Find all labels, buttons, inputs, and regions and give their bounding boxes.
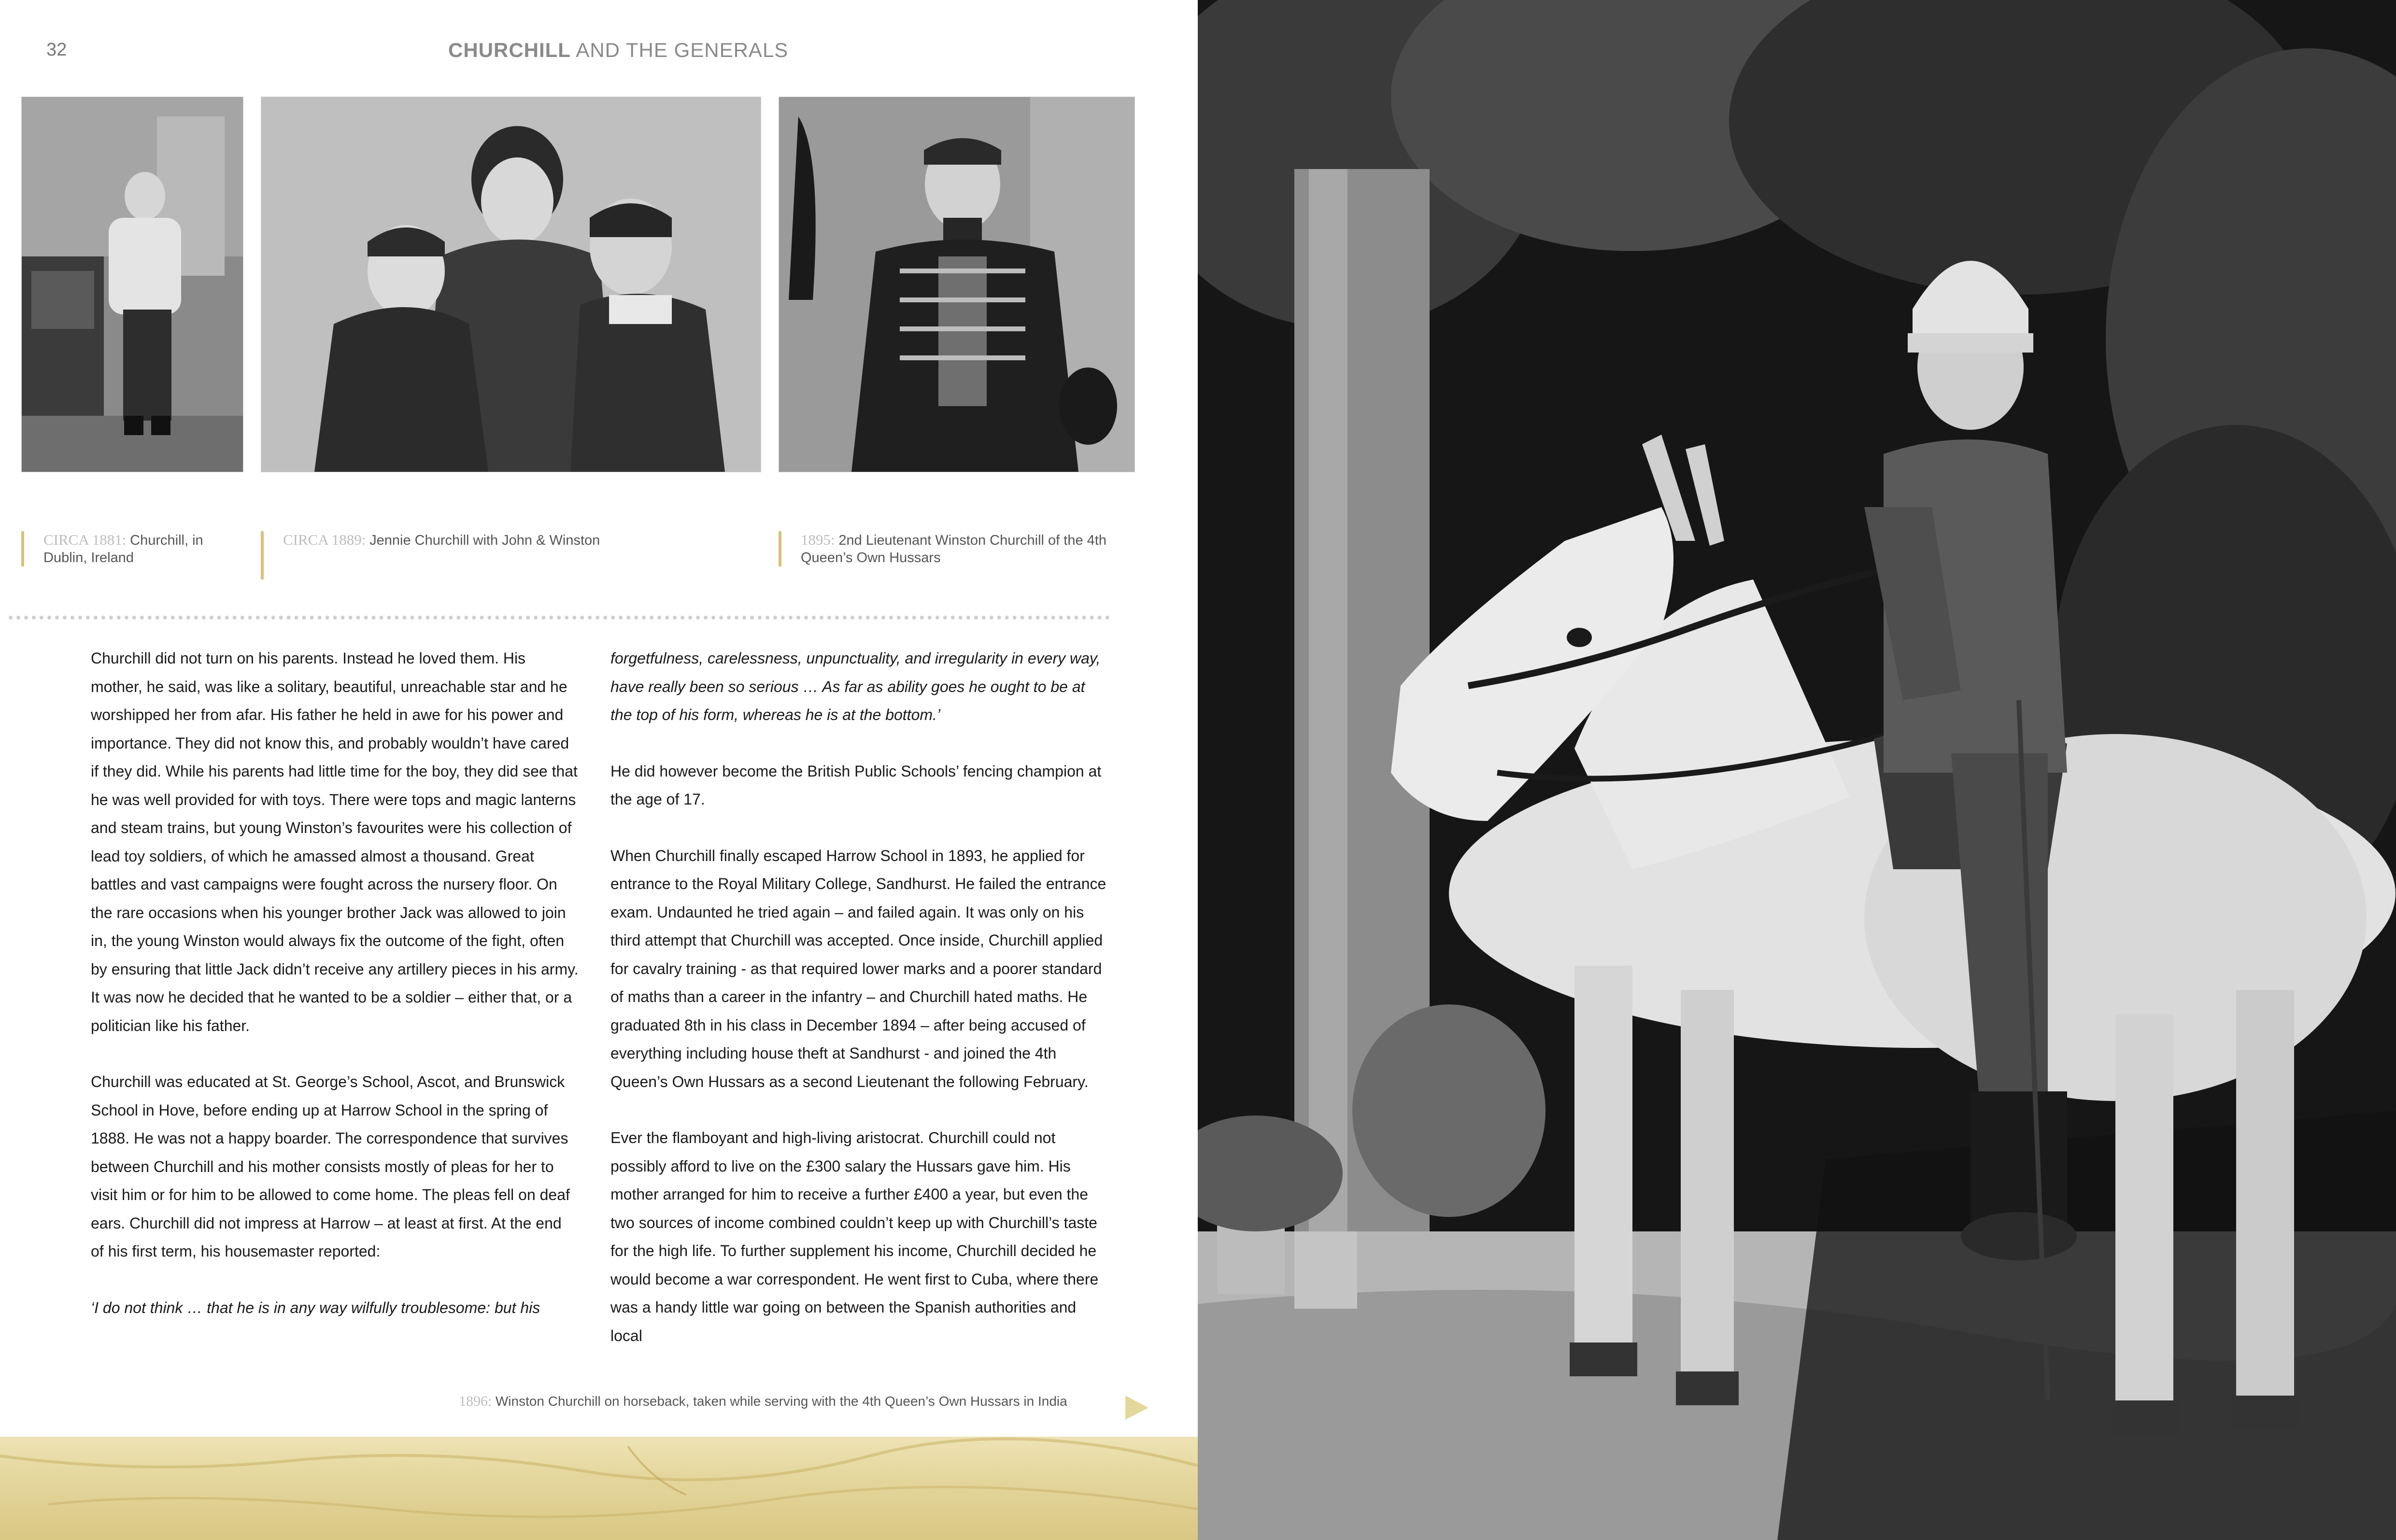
- body-column-right: [610, 644, 1110, 1378]
- body-quote: ‘I do not think … that he is in any way wilfully troublesome: but his: [91, 1299, 540, 1316]
- caption-year: 1896 :: [459, 1393, 496, 1409]
- caption-text: Winston Churchill on horseback, taken while serving with the 4th Queen’s Own Hussars in India: [495, 1394, 1067, 1409]
- parchment-strip: [0, 1437, 1198, 1540]
- body-paragraph: Churchill was educated at St. George’s School, Ascot, and Brunswick School in Hove, before ending up at Harrow School in the spring of 1888. He was not a happy boarder. The correspondence that survives between Churchill and his mother consists mostly of pleas for her to visit him or for him to be allowed to come home. The pleas fell on deaf ears. Churchill did not impress at Harrow – at least at first. At the end of his first term, his housemaster reported:: [91, 1073, 570, 1260]
- body-paragraph: Churchill did not turn on his parents. Instead he loved them. His mother, he said, was like a solitary, beautiful, unreachable star and he worshipped her from afar. His father he held in awe for his power and importance. They did not know this, and probably wouldn’t have cared if they did. While his parents had little time for the boy, they did see that he was well provided for with toys. There were tops and magic lanterns and steam trains, but young Winston’s favourites were his collection of lead toy soldiers, of which he amassed almost a thousand. Great battles and vast campaigns were fought across the nursery floor. On the rare occasions when his younger brother Jack was allowed to join in, the young Winston would always fix the outcome of the fight, often by ensuring that little Jack didn’t receive any artillery pieces in his army. It was now he decided that he wanted to be a soldier – either that, or a politician like his father.: [91, 650, 579, 1034]
- dotted-divider: [9, 616, 1110, 620]
- photo-jennie-john-winston: [261, 97, 761, 472]
- photo-churchill-dublin: [21, 97, 243, 472]
- caption-text: Churchill, in Dublin, Ireland: [43, 533, 203, 565]
- caption-year: 1895 :: [801, 531, 838, 548]
- arrow-right-icon: [1125, 1396, 1148, 1420]
- caption-text: Jennie Churchill with John & Winston: [369, 533, 600, 548]
- running-head-bold: CHURCHILL: [448, 39, 571, 61]
- caption-1881: [21, 531, 246, 566]
- caption-1895: [779, 531, 1148, 566]
- body-quote: forgetfulness, carelessness, unpunctuality, and irregularity in every way, have really been so serious … As far as ability goes he ought to be at the top of his form, whereas he is at the bottom.’: [610, 650, 1101, 723]
- running-head-rest: AND THE GENERALS: [570, 39, 789, 61]
- body-paragraph: He did however become the British Public Schools’ fencing champion at the age of 17.: [610, 762, 1102, 808]
- bottom-caption-1896: [459, 1393, 1067, 1410]
- photo-churchill-horseback: [1198, 0, 2396, 1540]
- page-number: 32: [46, 40, 67, 60]
- body-paragraph: Ever the flamboyant and high-living aristocrat. Churchill could not possibly afford to live on the £300 salary the Hussars gave him. His mother arranged for him to receive a further £400 a year, but even the two sources of income combined couldn’t keep up with Churchill’s taste for the high life. To further supplement his income, Churchill decided he would become a war correspondent. He went first to Cuba, where there was a handy little war going on between the Spanish authorities and local: [610, 1129, 1099, 1344]
- body-paragraph: When Churchill finally escaped Harrow School in 1893, he applied for entrance to the Royal Military College, Sandhurst. He failed the entrance exam. Undaunted he tried again – and failed again. It was only on his third attempt that Churchill was accepted. Once inside, Churchill applied for cavalry training - as that required lower marks and a poorer standard of maths than a career in the infantry – and Churchill hated maths. He graduated 8th in his class in December 1894 – after being accused of everything including house theft at Sandhurst - and joined the 4th Queen’s Own Hussars as a second Lieutenant the following February.: [610, 847, 1106, 1090]
- caption-year: CIRCA 1881 :: [43, 531, 130, 548]
- photo-lieutenant-hussars: [779, 97, 1135, 472]
- caption-text: 2nd Lieutenant Winston Churchill of the 4th Queen’s Own Hussars: [801, 533, 1106, 565]
- caption-1889: [261, 531, 708, 579]
- caption-year: CIRCA 1889 :: [283, 531, 369, 548]
- body-column-left: [91, 644, 579, 1350]
- running-head: [448, 39, 788, 62]
